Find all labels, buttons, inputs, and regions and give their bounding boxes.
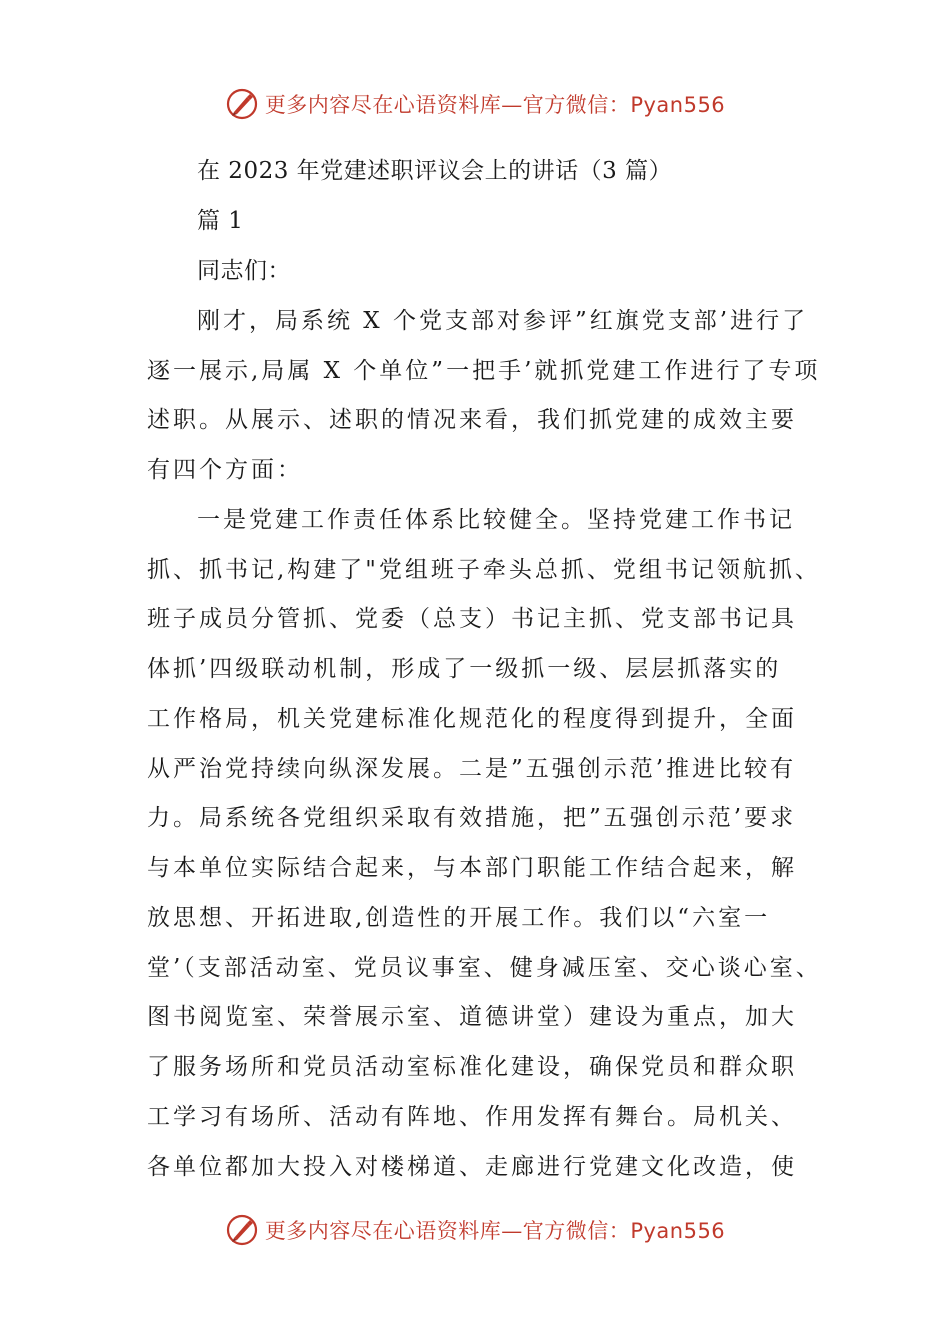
document-title: 在 2023 年党建述职评议会上的讲话（3 篇） bbox=[197, 158, 673, 184]
paragraph-line: 从严治党持续向纵深发展。二是”五强创示范’推进比较有 bbox=[147, 756, 797, 782]
paragraph-line: 堂’（支部活动室、党员议事室、健身减压室、交心谈心室、 bbox=[147, 955, 822, 981]
paragraph-line: 有四个方面： bbox=[147, 457, 303, 483]
paragraph-line: 述职。从展示、述职的情况来看，我们抓党建的成效主要 bbox=[147, 407, 797, 433]
section-heading: 篇 1 bbox=[197, 208, 244, 234]
paragraph-line: 班子成员分管抓、党委（总支）书记主抓、党支部书记具 bbox=[147, 606, 797, 632]
paragraph-line: 与本单位实际结合起来，与本部门职能工作结合起来，解 bbox=[147, 855, 797, 881]
header-watermark bbox=[0, 84, 950, 124]
paragraph-line: 抓、抓书记,构建了"党组班子牵头总抓、党组书记领航抓、 bbox=[147, 557, 821, 583]
watermark-text: 更多内容尽在心语资料库—官方微信：Pyan556 bbox=[264, 93, 726, 117]
paragraph-line: 工学习有场所、活动有阵地、作用发挥有舞台。局机关、 bbox=[147, 1104, 797, 1130]
paragraph-line: 放思想、开拓进取,创造性的开展工作。我们以“六室一 bbox=[147, 905, 771, 931]
watermark-text: 更多内容尽在心语资料库—官方微信：Pyan556 bbox=[264, 1219, 726, 1243]
paragraph-line: 了服务场所和党员活动室标准化建设，确保党员和群众职 bbox=[147, 1054, 797, 1080]
pen-logo-icon bbox=[225, 87, 259, 121]
footer-watermark bbox=[0, 1210, 950, 1250]
pen-logo-icon bbox=[225, 1213, 259, 1247]
paragraph-line: 刚才，局系统 X 个党支部对参评”红旗党支部’进行了 bbox=[197, 308, 809, 334]
greeting: 同志们： bbox=[197, 258, 291, 284]
paragraph-line: 体抓’四级联动机制，形成了一级抓一级、层层抓落实的 bbox=[147, 656, 782, 682]
paragraph-line: 工作格局，机关党建标准化规范化的程度得到提升，全面 bbox=[147, 706, 797, 732]
paragraph-line: 逐一展示,局属 X 个单位”一把手’就抓党建工作进行了专项 bbox=[147, 358, 821, 384]
paragraph-line: 一是党建工作责任体系比较健全。坚持党建工作书记 bbox=[197, 507, 795, 533]
paragraph-line: 力。局系统各党组织采取有效措施，把”五强创示范’要求 bbox=[147, 805, 797, 831]
paragraph-line: 各单位都加大投入对楼梯道、走廊进行党建文化改造，使 bbox=[147, 1154, 797, 1180]
paragraph-line: 图书阅览室、荣誉展示室、道德讲堂）建设为重点，加大 bbox=[147, 1004, 797, 1030]
